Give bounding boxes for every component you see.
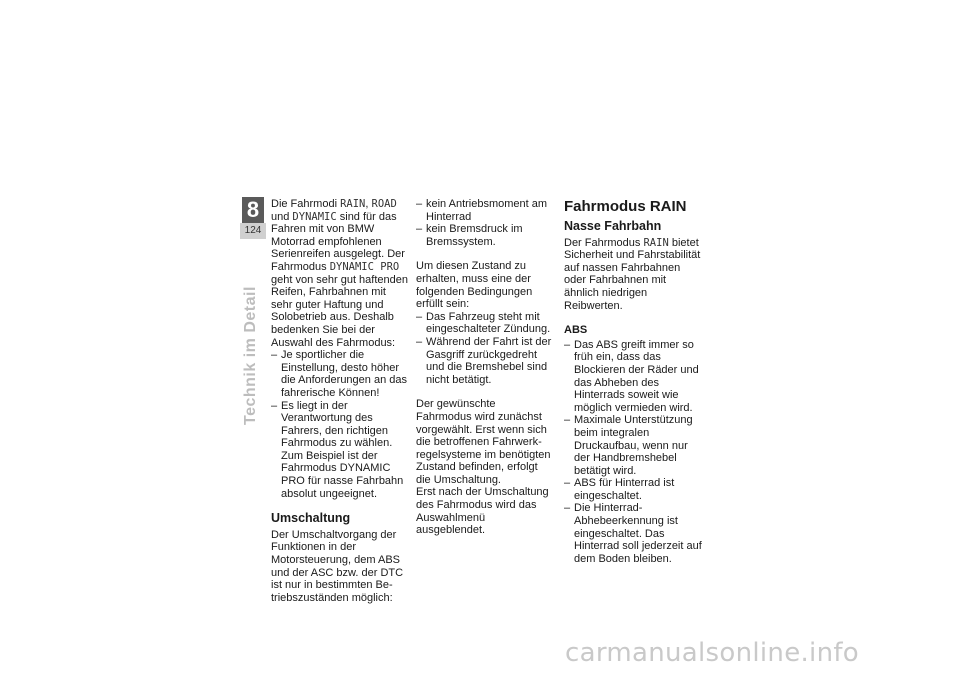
list-item: – Maximale Unterstützung beim integralen Druckaufbau, wenn nur der Handbremshebel betätigt wird. [564, 414, 704, 477]
warning-list [271, 349, 410, 500]
list-item: – Je sportlicher die Einstellung, desto höher die Anforderungen an das fahrerische Können! [271, 349, 410, 399]
intro-paragraph: Die Fahrmodi RAIN, ROAD und DYNAMIC sind für das Fahren mit von BMW Motorrad empfohlenen Serienreifen ausgelegt. Der Fahrmodus DYNAMIC PRO geht von sehr gut haftenden Reifen, Fahrbahnen mit sehr guter Haftung und Solobetrieb aus. Deshalb bedenken Sie bei der Auswahl des Fahrmodus: [271, 198, 408, 349]
watermark: carmanualsonline.info [565, 638, 860, 668]
condition-list [416, 198, 553, 248]
list-item: – ABS für Hinterrad ist eingeschaltet. [564, 477, 704, 502]
column-1 [271, 198, 410, 616]
page-number: 124 [240, 223, 266, 239]
umschaltung-paragraph: Der Umschaltvorgang der Funktionen in der Motorsteuerung, dem ABS und der ASC bzw. der DTC ist nur in bestimmten Betriebszuständen möglich: [271, 528, 404, 604]
selection-paragraph: Der gewünschte Fahrmodus wird zunächst vorgewählt. Erst wenn sich die betroffenen Fahrwerkregelsysteme im benötigten Zustand befinden, erfolgt die Umschaltung. [416, 398, 551, 486]
column-3 [564, 198, 704, 577]
list-item: – Es liegt in der Verantwortung des Fahrers, den richtigen Fahrmodus zu wählen. Zum Beispiel ist der Fahrmodus DYNAMIC PRO für nasse Fahrbahn absolut ungeeignet. [271, 400, 410, 501]
list-item: – kein Bremsdruck im Bremssystem. [416, 223, 553, 248]
list-item: – Das Fahrzeug steht mit eingeschalteter Zündung. [416, 311, 553, 336]
requirement-list [416, 311, 553, 387]
section-heading-umschaltung: Umschaltung [271, 511, 351, 526]
condition-paragraph: Um diesen Zustand zu erhalten, muss eine der folgenden Bedingungen erfüllt sein: [416, 260, 533, 311]
list-item: – Das ABS greift immer so früh ein, dass das Blockieren der Räder und das Abheben des Hinterrads soweit wie möglich vermieden wird. [564, 339, 704, 415]
list-item: – Die Hinterrad-Abhebeerkennung ist eingeschaltet. Das Hinterrad soll jederzeit auf dem Boden bleiben. [564, 502, 704, 565]
abs-heading: ABS [564, 324, 588, 337]
chapter-number: 8 [242, 197, 264, 223]
list-item: – Während der Fahrt ist der Gasgriff zurückgedreht und die Bremshebel sind nicht betätigt. [416, 336, 553, 386]
column-2 [416, 198, 553, 549]
section-heading-rain: Fahrmodus RAIN [564, 198, 687, 215]
rain-intro-paragraph: Der Fahrmodus RAIN bietet Sicherheit und Fahrstabilität auf nassen Fahrbahnen oder Fahrbahnen mit ähnlich niedrigen Reibwerten. [564, 236, 701, 312]
abs-list [564, 339, 704, 566]
chapter-title: Technik im Detail [242, 286, 259, 425]
list-item: – kein Antriebsmoment am Hinterrad [416, 198, 553, 223]
menu-paragraph: Erst nach der Umschaltung des Fahrmodus wird das Auswahlmenü ausgeblendet. [416, 486, 549, 537]
subheading-nasse-fahrbahn: Nasse Fahrbahn [564, 219, 662, 233]
